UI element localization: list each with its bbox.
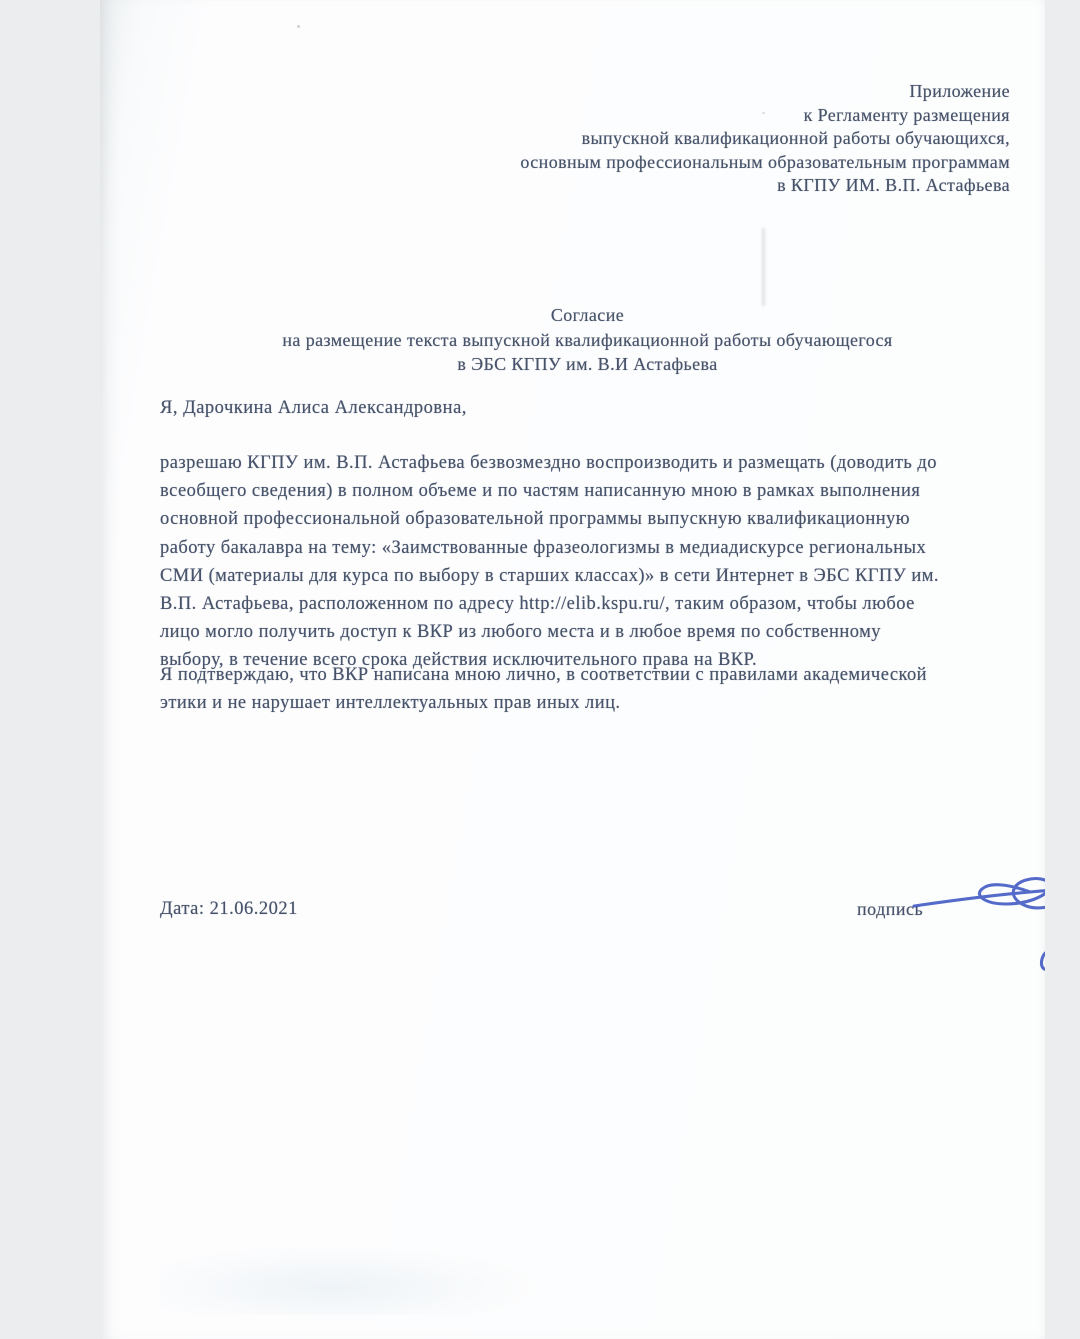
header-line: к Регламенту размещения	[803, 104, 1010, 125]
paragraph-line: этики и не нарушает интеллектуальных прав иных лиц.	[160, 693, 621, 714]
paragraph-line: В.П. Астафьева, расположенном по адресу http://elib.kspu.ru/, таким образом, чтобы любое	[160, 594, 915, 615]
paragraph-line: лицо могло получить доступ к ВКР из любого места и в любое время по собственному	[160, 622, 881, 643]
paragraph-line: Я подтверждаю, что ВКР написана мною лично, в соответствии с правилами академической	[160, 665, 928, 685]
title-line: на размещение текста выпускной квалификационной работы обучающегося	[282, 329, 893, 350]
signature-label: подпись	[857, 899, 924, 919]
header-line: в КГПУ ИМ. В.П. Астафьева	[777, 175, 1010, 195]
document-header	[520, 80, 1010, 198]
confirmation-paragraph	[160, 661, 927, 717]
paragraph-line: всеобщего сведения) в полном объеме и по частям написанную мною в рамках выполнения	[160, 481, 921, 502]
paragraph-line: разрешаю КГПУ им. В.П. Астафьева безвозмездно воспроизводить и размещать (доводить до	[160, 453, 937, 473]
title-line: в ЭБС КГПУ им. В.И Астафьева	[457, 354, 718, 374]
title-line: Согласие	[550, 305, 625, 325]
handwritten-signature	[912, 862, 1045, 1017]
paragraph-line: основной профессиональной образовательной программы выпускную квалификационную	[160, 509, 911, 530]
scan-smudge-artifact	[160, 1245, 540, 1315]
paragraph-line: работу бакалавра на тему: «Заимствованные фразеологизмы в медиадискурсе региональных	[160, 537, 927, 558]
scan-crease-artifact	[762, 228, 765, 306]
scanned-page	[100, 0, 1045, 1339]
header-line: выпускной квалификационной работы обучающихся,	[581, 128, 1010, 148]
header-line: основным профессиональным образовательным программам	[520, 151, 1010, 172]
declarant-name-line: Я, Дарочкина Алиса Александровна,	[160, 398, 467, 418]
header-line: Приложение	[909, 81, 1010, 101]
paragraph-line: выбору, в течение всего срока действия исключительного права на ВКР.	[160, 650, 758, 671]
scan-speck-artifact	[297, 25, 300, 28]
paragraph-line: СМИ (материалы для курса по выбору в старших классах)» в сети Интернет в ЭБС КГПУ им.	[160, 565, 939, 586]
date-line: Дата: 21.06.2021	[160, 899, 298, 919]
consent-paragraph	[160, 449, 939, 675]
document-title	[150, 303, 1025, 377]
